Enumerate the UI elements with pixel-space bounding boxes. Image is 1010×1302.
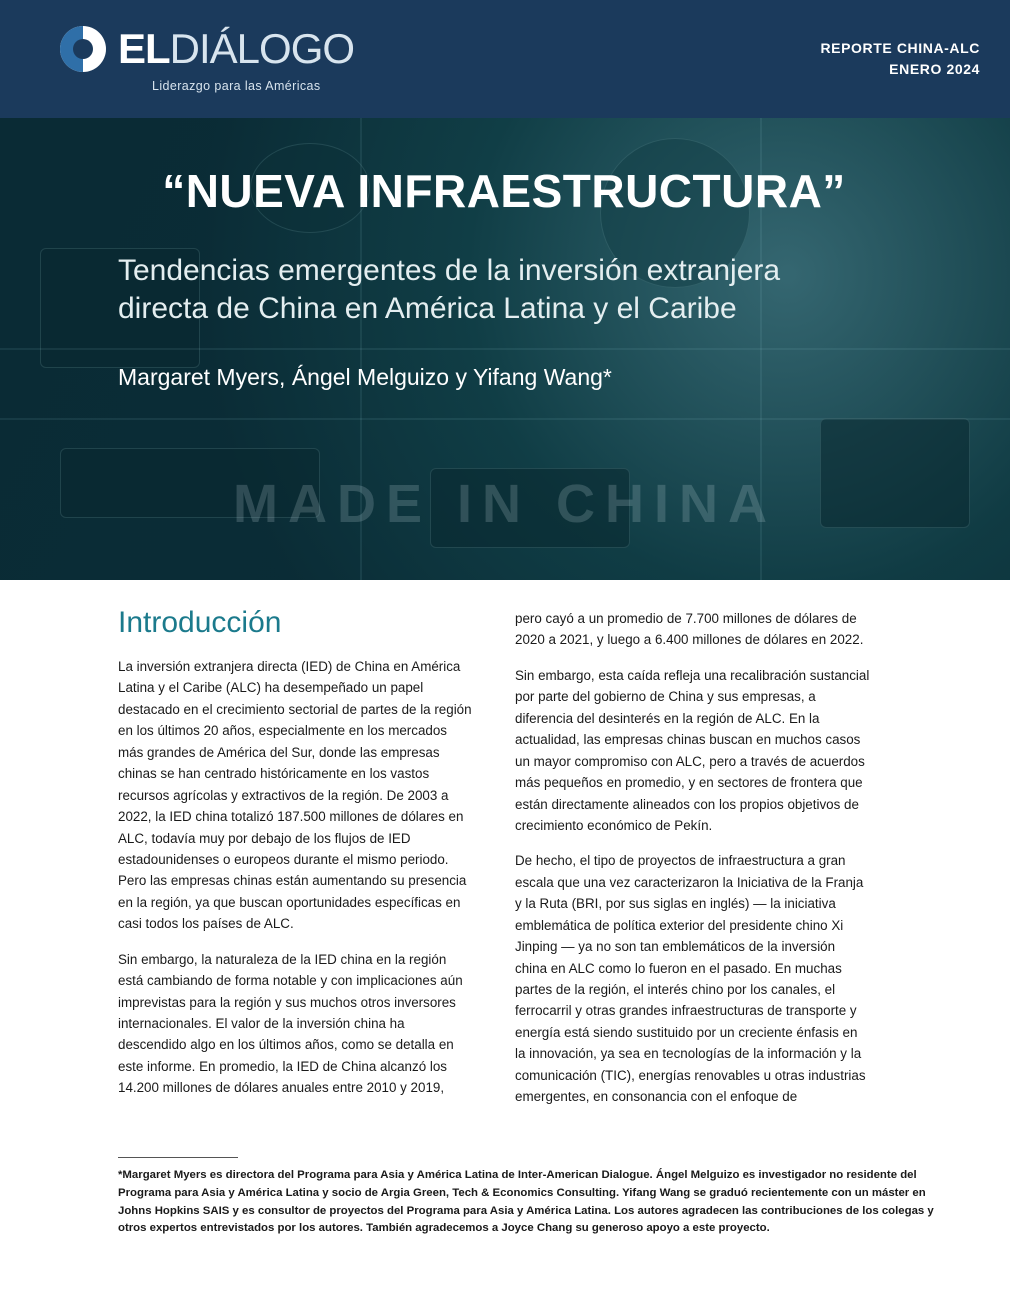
paragraph: Sin embargo, esta caída refleja una recalibración sustancial por parte del gobierno de China y sus empresas, a diferencia del desinterés en la región de ALC. En la actualidad, las empresas chinas buscan en muchos casos un mayor compromiso con ALC, pero a través de acuerdos más pequeños en promedio, y en sectores de frontera que están directamente alineados con los propios objetivos de crecimiento económico de Pekín. (515, 667, 870, 833)
report-label: REPORTE CHINA-ALC (820, 40, 980, 56)
report-date: ENERO 2024 (889, 61, 980, 77)
footnote-text: *Margaret Myers es directora del Programa para Asia y América Latina de Inter-American Dialogue. Ángel Melguizo es investigador no residente del Programa para Asia y América Latina y socio de Argia Green, Tech & Economics Consulting. Yifang Wang se graduó recientemente con un máster en Johns Hopkins SAIS y es consultor de proyectos del Programa para Asia y América Latina. Los autores agradecen las contribuciones de los colegas y otros expertos entrevistados por los autores. También agradecemos a Joyce Chang su generoso apoyo a este proyecto. (118, 1169, 934, 1235)
left-column (118, 606, 473, 1122)
right-column (515, 606, 870, 1122)
logo-word-dialogo: DIÁLOGO (169, 24, 355, 72)
logo-wordmark (118, 24, 355, 72)
footnote-divider (118, 1157, 238, 1158)
page-subtitle: Tendencias emergentes de la inversión extranjera directa de China en América Latina y el Caribe (118, 254, 781, 325)
brand-logo (60, 26, 354, 93)
decorative-shape (430, 468, 630, 548)
logo-tagline: Liderazgo para las Américas (152, 78, 321, 93)
decorative-line (0, 418, 1010, 420)
authors-line: Margaret Myers, Ángel Melguizo y Yifang Wang* (118, 363, 612, 390)
hero-content (0, 118, 1010, 391)
paragraph: De hecho, el tipo de proyectos de infraestructura a gran escala que una vez caracterizaron la Iniciativa de la Franja y la Ruta (BRI, por sus siglas en inglés) — la iniciativa emblemática de política exterior del presidente chino Xi Jinping — ya no son tan emblemáticos de la inversión china en ALC como lo fueron en el pasado. En muchas partes de la región, el interés chino por los canales, el ferrocarril y otras grandes infraestructuras de transporte y energía está siendo sustituido por un creciente énfasis en la innovación, ya sea en tecnologías de la información y la comunicación (TIC), energías renovables u otras industrias emergentes, en consonancia con el enfoque de (515, 853, 866, 1105)
hero-banner (0, 118, 1010, 580)
paragraph: pero cayó a un promedio de 7.700 millones de dólares de 2020 a 2021, y luego a 6.400 millones de dólares en 2022. (515, 611, 864, 648)
page-header (0, 0, 1010, 118)
decorative-shape (60, 448, 320, 518)
footnote-section (118, 1157, 952, 1238)
page-title: “NUEVA INFRAESTRUCTURA” (162, 165, 846, 217)
article-body (0, 580, 1010, 1120)
decorative-shape (820, 418, 970, 528)
paragraph: Sin embargo, la naturaleza de la IED china en la región está cambiando de forma notable y con implicaciones aún imprevistas para la región y sus muchos otros inversores internacionales. El valor de la inversión china ha descendido algo en los últimos años, como se detalla en este informe. En promedio, la IED de China alcanzó los 14.200 millones de dólares anuales entre 2010 y 2019, (118, 951, 463, 1096)
report-meta (820, 38, 980, 80)
two-column-layout (118, 606, 952, 1122)
paragraph: La inversión extranjera directa (IED) de China en América Latina y el Caribe (ALC) ha desempeñado un papel destacado en el crecimiento sectorial de partes de la región en los últimos 20 años, especialmente en los mercados más grandes de América del Sur, donde las empresas chinas se han centrado históricamente en los vastos recursos agrícolas y extractivos de la región. De 2003 a 2022, la IED china totalizó 187.500 millones de dólares en ALC, todavía muy por debajo de los flujos de IED estadounidenses o europeos durante el mismo periodo. Pero las empresas chinas están aumentando su presencia en la región, ya que buscan oportunidades específicas en casi todos los países de ALC. (118, 659, 472, 932)
circle-logo-icon (60, 26, 106, 72)
logo-word-el: EL (118, 24, 170, 72)
section-heading: Introducción (118, 606, 282, 639)
